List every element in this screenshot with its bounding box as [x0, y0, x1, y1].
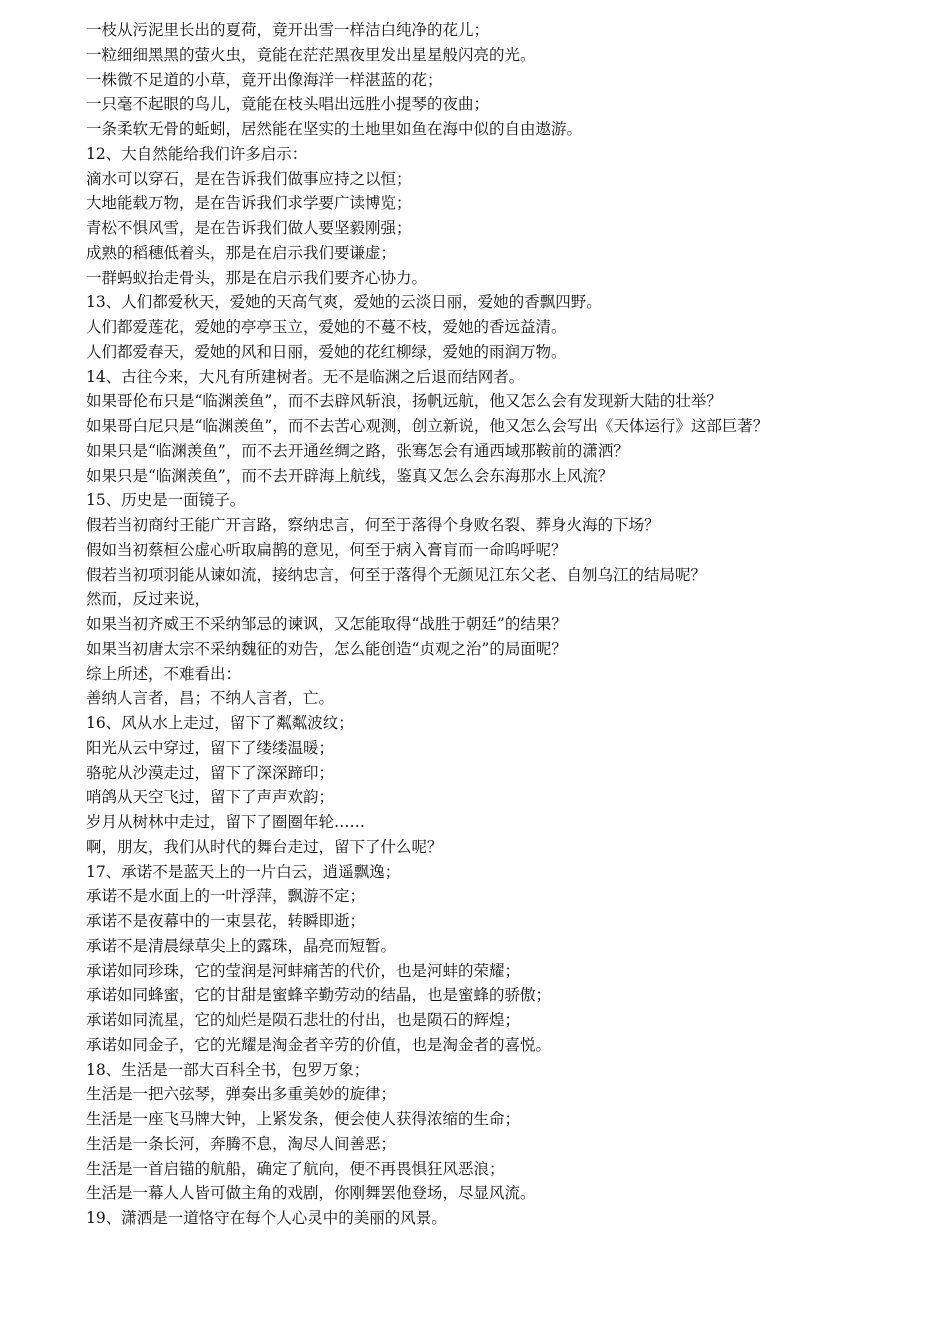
- text-line: 一条柔软无骨的蚯蚓，居然能在坚实的土地里如鱼在海中似的自由遨游。: [86, 120, 583, 138]
- text-line: 岁月从树林中走过，留下了圈圈年轮……: [86, 813, 366, 831]
- text-line: 假若当初商纣王能广开言路，察纳忠言，何至于落得个身败名裂、葬身火海的下场？: [86, 516, 660, 534]
- text-line: 人们都爱春天，爱她的风和日丽，爱她的花红柳绿，爱她的雨润万物。: [86, 342, 567, 361]
- text-line: 承诺如同流星，它的灿烂是陨石悲壮的付出，也是陨石的辉煌；: [86, 1011, 521, 1029]
- text-line: 假若当初项羽能从谏如流，接纳忠言，何至于落得个无颜见江东父老、自刎乌江的结局呢？: [86, 565, 707, 584]
- text-line: 12、大自然能给我们许多启示：: [86, 144, 308, 163]
- text-line: 一群蚂蚁抬走骨头，那是在启示我们要齐心协力。: [86, 268, 428, 287]
- document-body: [86, 18, 926, 1231]
- text-line: 18、生活是一部大百科全书，包罗万象；: [86, 1060, 370, 1079]
- text-line: 一粒细细黑黑的萤火虫，竟能在茫茫黑夜里发出星星般闪亮的光。: [86, 45, 536, 64]
- text-line: 如果当初唐太宗不采纳魏征的劝告，怎么能创造“贞观之治”的局面呢？: [86, 639, 567, 658]
- text-line: 如果当初齐威王不采纳邹忌的谏讽，又怎能取得“战胜于朝廷”的结果？: [86, 615, 567, 633]
- text-line: 如果只是“临渊羡鱼”，而不去开辟海上航线，鉴真又怎么会东海那水上风流？: [86, 466, 614, 485]
- text-line: 生活是一把六弦琴，弹奏出多重美妙的旋律；: [86, 1085, 397, 1104]
- text-line: 一株微不足道的小草，竟开出像海洋一样湛蓝的花；: [86, 70, 443, 89]
- text-line: 生活是一条长河，奔腾不息，淘尽人间善恶；: [86, 1134, 397, 1153]
- text-line: 善纳人言者，昌；不纳人言者，亡。: [86, 689, 335, 708]
- text-line: 一枝从污泥里长出的夏荷，竟开出雪一样洁白纯净的花儿；: [86, 21, 490, 39]
- text-line: 阳光从云中穿过，留下了缕缕温暖；: [86, 738, 335, 757]
- text-line: 17、承诺不是蓝天上的一片白云，逍遥飘逸；: [86, 862, 401, 881]
- text-line: 人们都爱莲花，爱她的亭亭玉立，爱她的不蔓不枝，爱她的香远益清。: [86, 318, 567, 336]
- text-line: 一只毫不起眼的鸟儿，竟能在枝头唱出远胜小提琴的夜曲；: [86, 95, 490, 114]
- text-line: 如果哥伦布只是“临渊羡鱼”，而不去辟风斩浪，扬帆远航，他又怎么会有发现新大陆的壮举？: [86, 392, 722, 411]
- text-line: 然而，反过来说，: [86, 590, 211, 609]
- text-line: 13、人们都爱秋天，爱她的天高气爽，爱她的云淡日丽，爱她的香飘四野。: [86, 293, 602, 312]
- text-line: 生活是一座飞马牌大钟，上紧发条，便会使人获得浓缩的生命；: [86, 1110, 521, 1128]
- text-line: 如果哥白尼只是“临渊羡鱼”，而不去苦心观测，创立新说，他又怎么会写出《天体运行》这部巨著？: [86, 417, 769, 435]
- text-line: 骆驼从沙漠走过，留下了深深蹄印；: [86, 763, 335, 782]
- text-line: 青松不惧风雪，是在告诉我们做人要坚毅刚强；: [86, 219, 412, 237]
- text-line: 生活是一幕人人皆可做主角的戏剧，你刚舞罢他登场，尽显风流。: [86, 1184, 536, 1203]
- text-line: 假如当初蔡桓公虚心听取扁鹊的意见，何至于病入膏肓而一命呜呼呢？: [86, 540, 567, 559]
- text-line: 如果只是“临渊羡鱼”，而不去开通丝绸之路，张骞怎会有通西域那鞍前的潇洒？: [86, 441, 629, 460]
- text-line: 啊，朋友，我们从时代的舞台走过，留下了什么呢？: [86, 837, 443, 856]
- text-line: 滴水可以穿石，是在告诉我们做事应持之以恒；: [86, 169, 412, 188]
- text-line: 承诺如同珍珠，它的莹润是河蚌痛苦的代价，也是河蚌的荣耀；: [86, 961, 521, 980]
- text-line: 生活是一首启锚的航船，确定了航向，便不再畏惧狂风恶浪；: [86, 1159, 505, 1178]
- text-line: 承诺不是夜幕中的一束昙花，转瞬即逝；: [86, 912, 366, 930]
- text-line: 承诺如同蜂蜜，它的甘甜是蜜蜂辛勤劳动的结晶，也是蜜蜂的骄傲；: [86, 986, 552, 1005]
- text-line: 成熟的稻穗低着头，那是在启示我们要谦虚；: [86, 243, 397, 262]
- text-line: 19、潇洒是一道恪守在每个人心灵中的美丽的风景。: [86, 1209, 447, 1227]
- text-line: 综上所述，不难看出：: [86, 664, 242, 683]
- text-line: 16、风从水上走过，留下了粼粼波纹；: [86, 714, 354, 732]
- text-line: 14、古往今来，大凡有所建树者。无不是临渊之后退而结网者。: [86, 367, 525, 386]
- text-line: 哨鸽从天空飞过，留下了声声欢韵；: [86, 788, 335, 807]
- text-line: 15、历史是一面镜子。: [86, 491, 246, 510]
- text-line: 承诺如同金子，它的光耀是淘金者辛劳的价值，也是淘金者的喜悦。: [86, 1035, 552, 1054]
- text-line: 承诺不是水面上的一叶浮萍，飘游不定；: [86, 887, 366, 906]
- text-line: 大地能载万物，是在告诉我们求学要广读博览；: [86, 194, 412, 213]
- text-line: 承诺不是清晨绿草尖上的露珠，晶亮而短暂。: [86, 936, 397, 955]
